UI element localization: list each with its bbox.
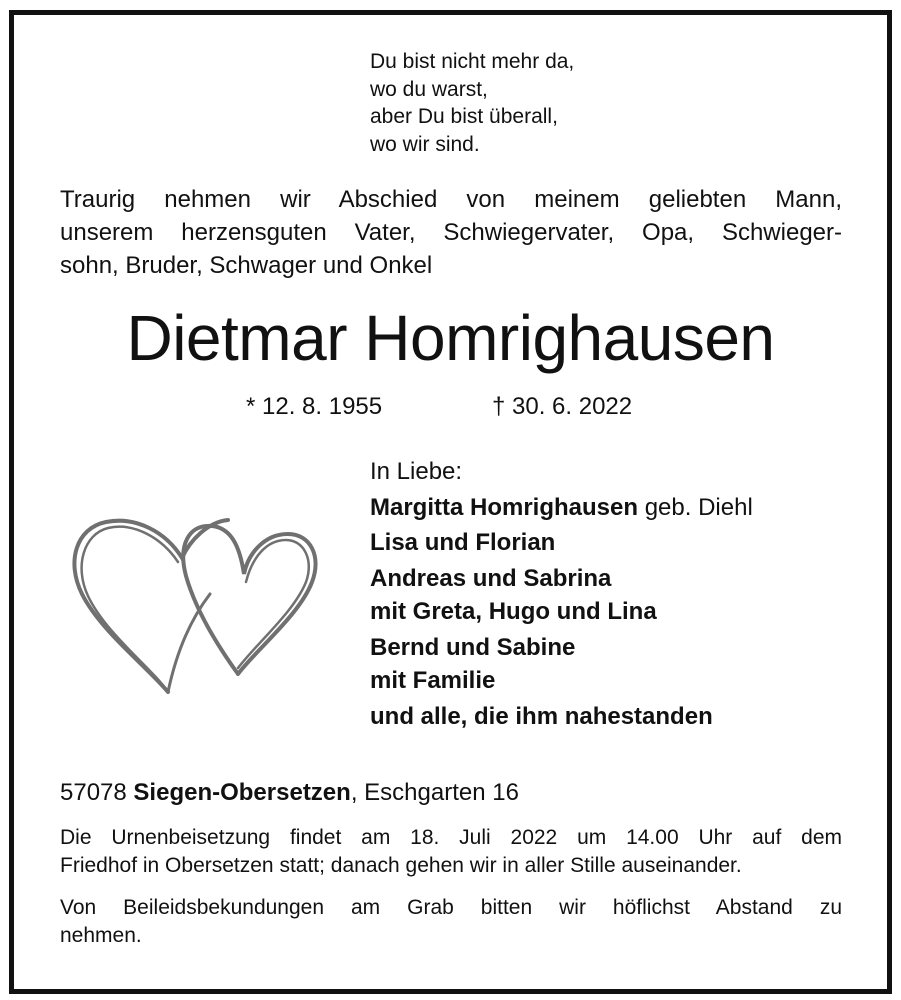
condolence-line: Von Beileidsbekundungen am Grab bitten wir höflichst Abstand zu: [60, 896, 842, 919]
birth-date: * 12. 8. 1955: [246, 393, 383, 420]
family-entry: Lisa und Florian: [370, 529, 556, 556]
poem-line: aber Du bist überall,: [370, 105, 558, 128]
funeral-line: Die Urnenbeisetzung findet am 18. Juli 2022 um 14.00 Uhr auf dem: [60, 826, 842, 849]
family-entry: mit Familie: [370, 667, 496, 694]
condolence-note: [60, 894, 842, 950]
family-entry: und alle, die ihm nahestanden: [370, 702, 713, 730]
poem-line: Du bist nicht mehr da,: [370, 50, 575, 73]
farewell-line: Traurig nehmen wir Abschied von meinem geliebten Mann,: [60, 186, 842, 213]
deceased-name: Dietmar Homrighausen: [126, 302, 775, 374]
funeral-info: [60, 824, 842, 880]
spouse-name: Margitta Homrighausen: [370, 493, 639, 521]
spouse-maiden-name: geb. Diehl: [638, 493, 753, 521]
family-entry: Andreas und Sabrina: [370, 564, 612, 592]
family-entry: mit Greta, Hugo und Lina: [370, 598, 657, 625]
funeral-line: Friedhof in Obersetzen statt; danach gehen wir in aller Stille auseinander.: [60, 854, 742, 877]
address-city: Siegen-Obersetzen: [133, 779, 351, 806]
death-date: † 30. 6. 2022: [492, 393, 633, 420]
poem-line: wo wir sind.: [370, 132, 480, 156]
poem-line: wo du warst,: [370, 77, 488, 101]
farewell-text: [60, 183, 842, 282]
address-street: , Eschgarten 16: [350, 779, 519, 806]
family-signatures: [370, 455, 753, 733]
two-hearts-icon: [62, 498, 322, 708]
family-spouse: [370, 491, 753, 525]
poem: [370, 48, 574, 158]
address-zip: 57078: [60, 779, 127, 806]
family-intro: In Liebe:: [370, 458, 463, 485]
condolence-line: nehmen.: [60, 924, 142, 947]
farewell-line: unserem herzensguten Vater, Schwiegervater, Opa, Schwieger-: [60, 219, 842, 246]
farewell-line: sohn, Bruder, Schwager und Onkel: [60, 252, 433, 279]
family-entry: Bernd und Sabine: [370, 633, 576, 661]
mourning-address: [60, 776, 519, 810]
